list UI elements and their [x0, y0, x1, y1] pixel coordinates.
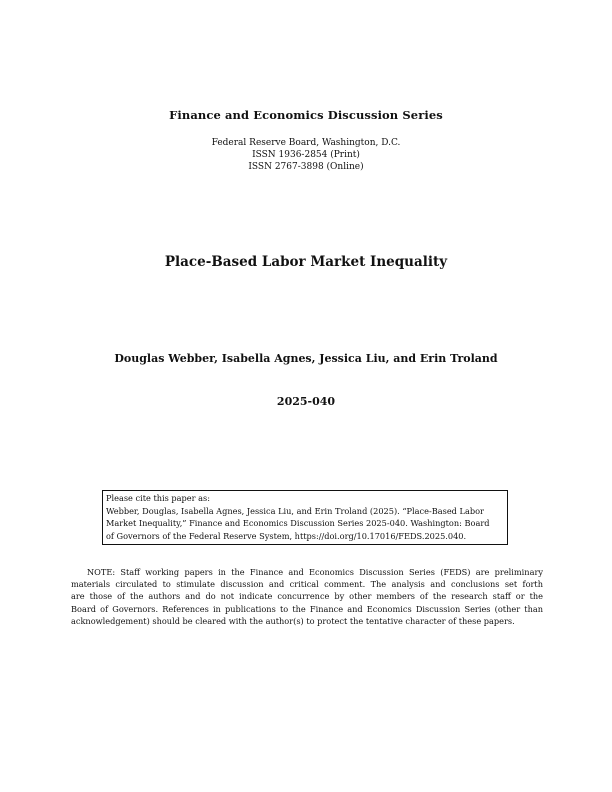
publisher-line: Federal Reserve Board, Washington, D.C. — [211, 138, 401, 148]
note-line: acknowledgement) should be cleared with the author(s) to protect the tentative character of these papers. — [71, 615, 515, 626]
publisher-block — [0, 137, 612, 173]
note-line: materials circulated to stimulate discussion and critical comment. The analysis and conclusions set forth — [71, 579, 543, 590]
issn-print: ISSN 1936-2854 (Print) — [252, 150, 360, 160]
citation-box — [102, 490, 508, 545]
series-title: Finance and Economics Discussion Series — [169, 108, 443, 122]
citation-line: Market Inequality,” Finance and Economics Discussion Series 2025-040. Washington: Board — [106, 518, 490, 528]
paper-number: 2025-040 — [276, 395, 336, 408]
note-line: Board of Governors. References in publications to the Finance and Economics Discussion Series (other than — [71, 603, 543, 614]
citation-line: of Governors of the Federal Reserve System, https://doi.org/10.17016/FEDS.2025.040. — [106, 530, 467, 541]
citation-line: Please cite this paper as: — [106, 493, 210, 503]
citation-line: Webber, Douglas, Isabella Agnes, Jessica Liu, and Erin Troland (2025). “Place-Based Labor — [106, 505, 484, 516]
paper-title: Place-Based Labor Market Inequality — [164, 254, 448, 270]
issn-online: ISSN 2767-3898 (Online) — [248, 162, 364, 172]
paper-authors: Douglas Webber, Isabella Agnes, Jessica Liu, and Erin Troland — [114, 352, 498, 365]
note-line: NOTE: Staff working papers in the Finance and Economics Discussion Series (FEDS) are preliminary — [87, 567, 543, 577]
note-line: are those of the authors and do not indicate concurrence by other members of the research staff or the — [71, 591, 543, 602]
disclaimer-note — [71, 566, 543, 627]
